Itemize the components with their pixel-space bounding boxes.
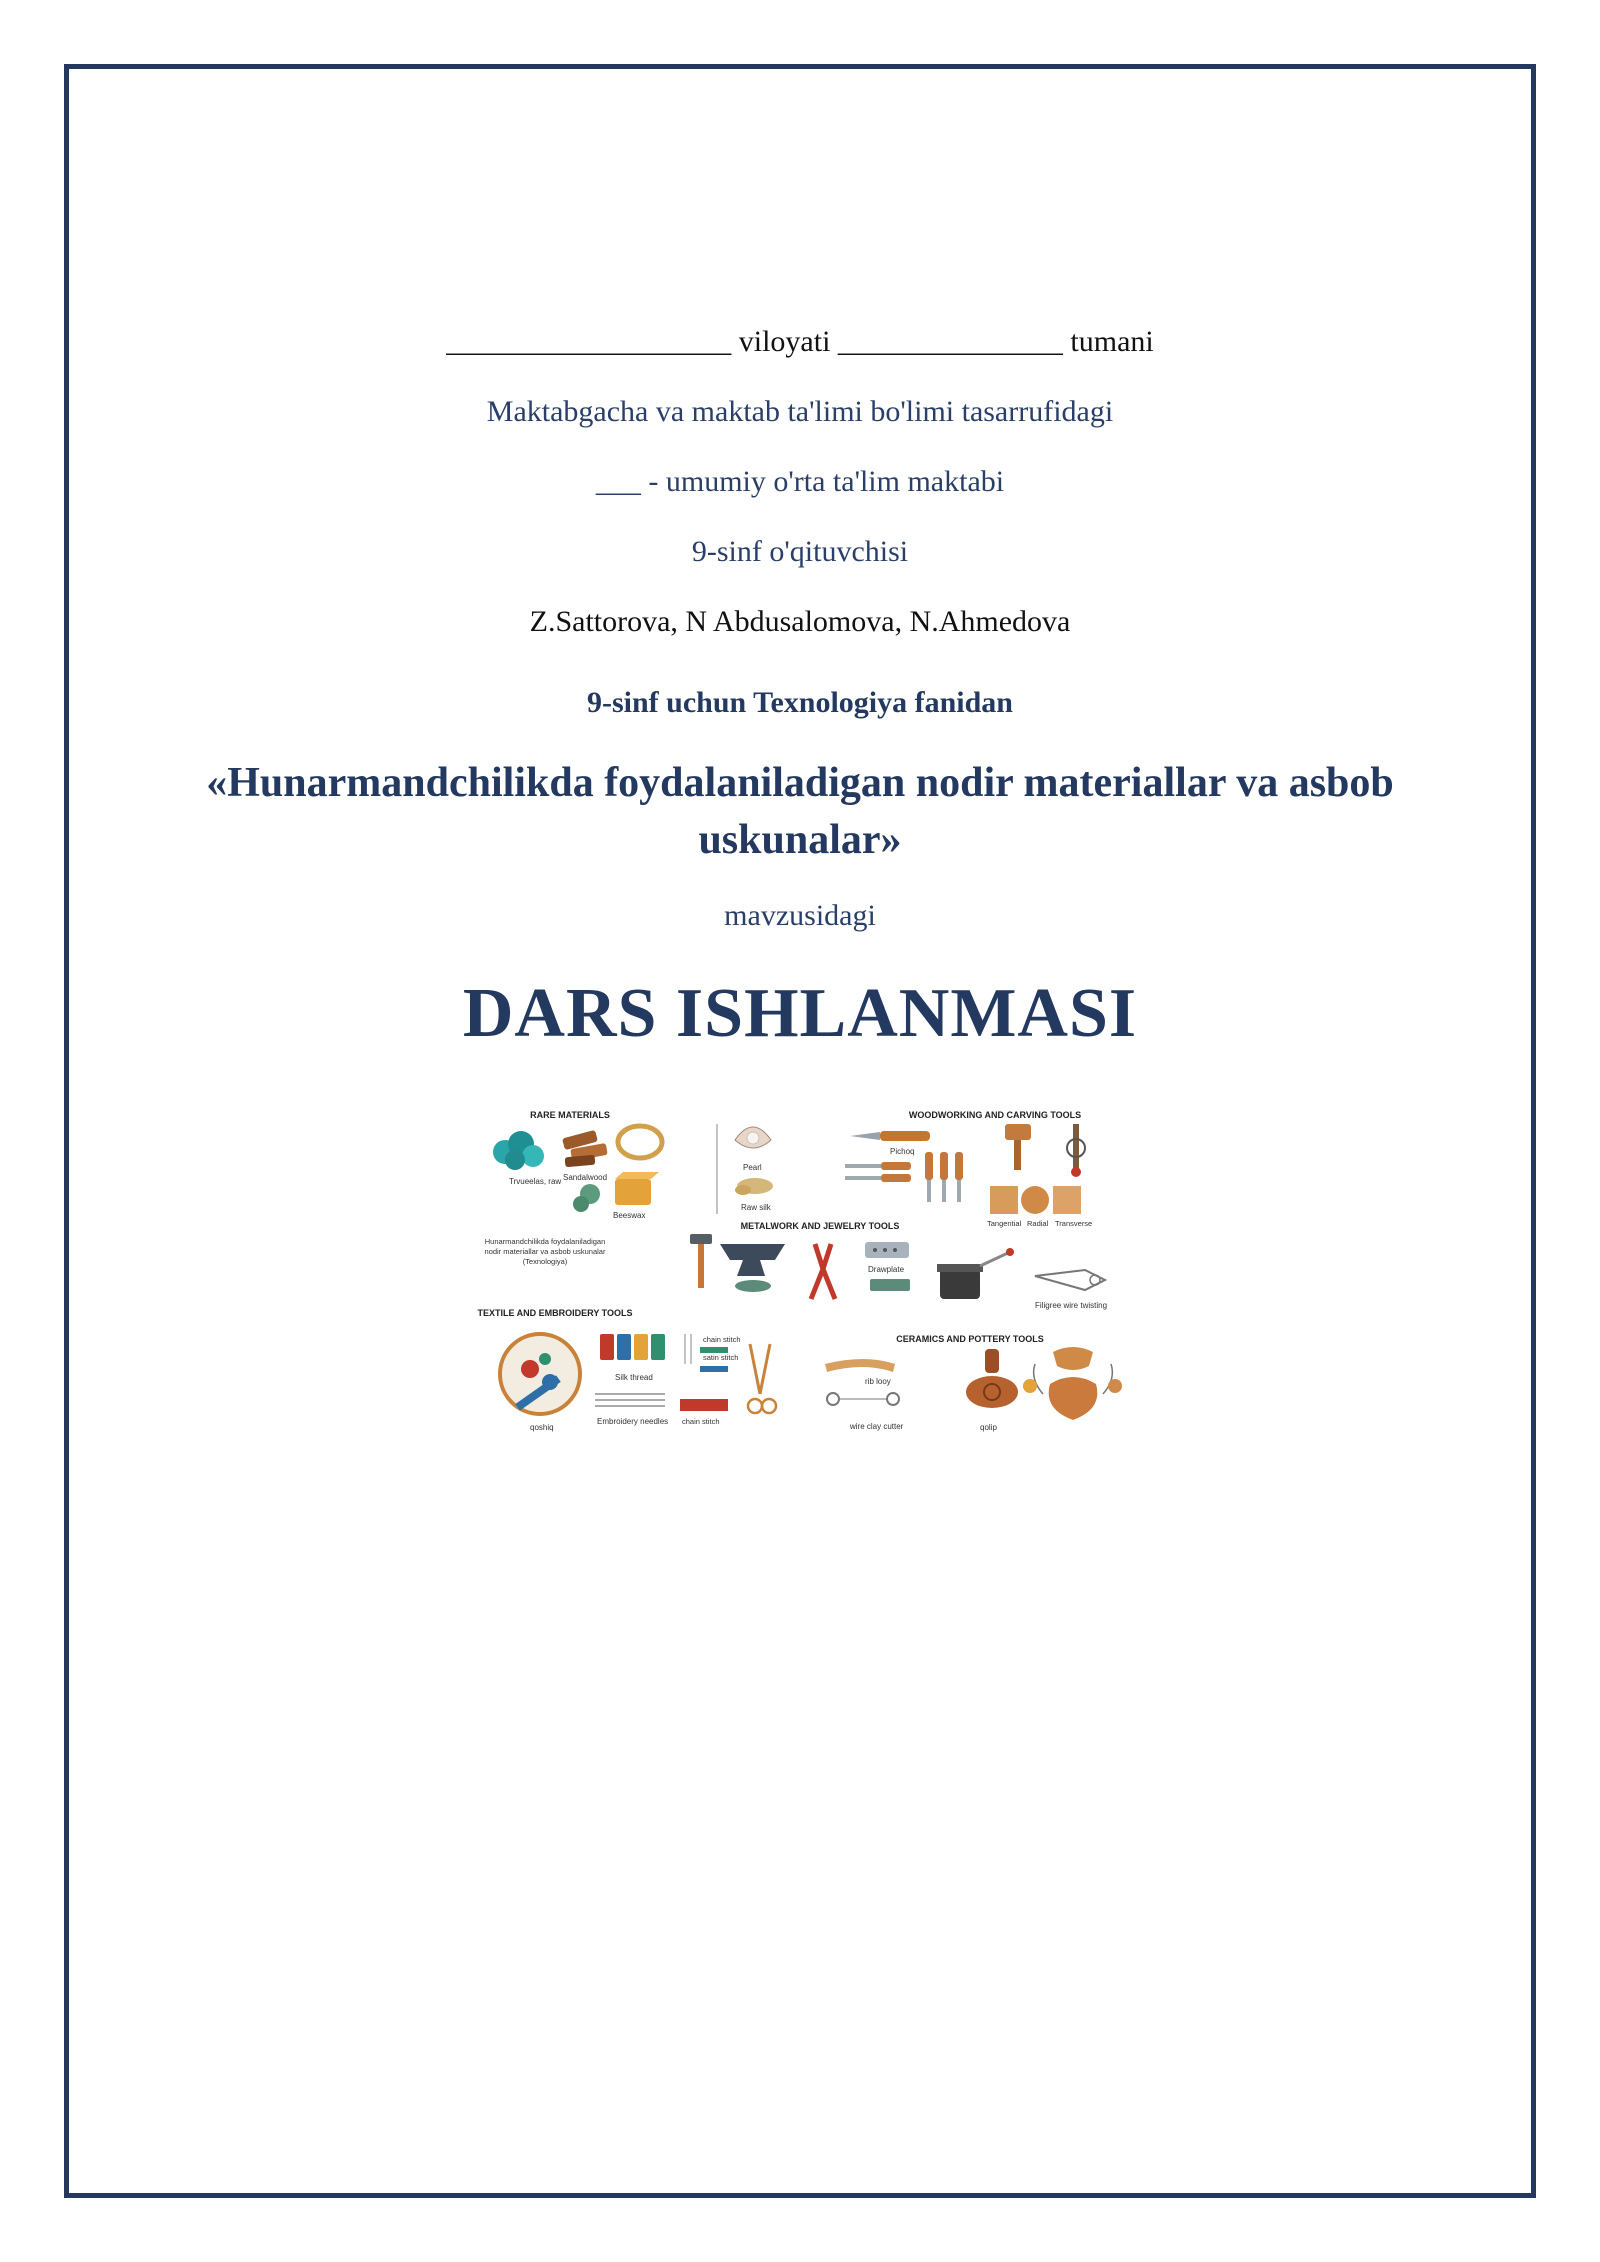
tangential-label: Tangential [987, 1219, 1022, 1228]
rare-materials-heading: RARE MATERIALS [530, 1110, 610, 1120]
beeswax-icon [615, 1172, 659, 1205]
hammer-icon [690, 1234, 712, 1288]
metalwork-heading: METALWORK AND JEWELRY TOOLS [740, 1221, 900, 1231]
pliers-icon [811, 1244, 835, 1299]
school-line: ___ - umumiy o'rta ta'lim maktabi [595, 465, 1005, 498]
woodworking-heading: WOODWORKING AND CARVING TOOLS [908, 1110, 1082, 1120]
embroidery-hoop-icon [500, 1334, 580, 1414]
ceramics-heading: CERAMICS AND POTTERY TOOLS [896, 1334, 1044, 1344]
turquoise-label: Trvueelas, raw [509, 1177, 562, 1186]
anvil-icon [720, 1244, 785, 1292]
radial-label: Radial [1027, 1219, 1049, 1228]
sandalwood-label: Sandalwood [563, 1173, 608, 1182]
subject-line: 9-sinf uchun Texnologiya fanidan [587, 686, 1013, 719]
caption-line-1: Hunarmandchilikda foydalaniladigan [484, 1237, 606, 1246]
silk-thread-label: Silk thread [615, 1373, 653, 1382]
wax-ring-icon [618, 1126, 662, 1158]
turquoise-icon [493, 1131, 544, 1170]
document-title: DARS ISHLANMASI [462, 975, 1138, 1052]
embroidery-needles-label: Embroidery needles [597, 1417, 669, 1426]
mallet-icon [1005, 1124, 1031, 1170]
stamp-icon [966, 1349, 1018, 1408]
region-line: ___________________ viloyati _______________ tumani [446, 325, 1154, 358]
drawplate-label: Drawplate [868, 1265, 905, 1274]
satin-stitch-label: satin stitch [703, 1353, 739, 1362]
topic-title: «Hunarmandchilikda foydalaniladigan nodir materiallar va asbob uskunalar» [206, 760, 1394, 863]
filigree-icon [1035, 1270, 1105, 1290]
embroidery-needles-icon [595, 1394, 665, 1406]
topic-suffix: mavzusidagi [724, 899, 876, 932]
raw-silk-label: Raw silk [741, 1203, 771, 1212]
qoshiq-label: qoshiq [530, 1423, 554, 1432]
textile-heading: TEXTILE AND EMBROIDERY TOOLS [477, 1308, 633, 1318]
caption-line-3: (Texnologiya) [522, 1257, 568, 1266]
pearl-icon [735, 1127, 771, 1148]
rib-tool-icon [825, 1359, 895, 1372]
wire-clay-cutter-label: wire clay cutter [850, 1422, 904, 1431]
qolip-label: qolip [980, 1423, 997, 1432]
wood-cuts-icon [990, 1186, 1081, 1214]
sandalwood-icon [562, 1130, 608, 1167]
knife-icon [850, 1131, 930, 1141]
chisels-icon [845, 1152, 963, 1202]
chain-stitch-label-1: chain stitch [703, 1335, 741, 1344]
caption-line-2: nodir materiallar va asbob uskunalar [484, 1247, 606, 1256]
pottery-icon [1023, 1347, 1122, 1420]
knife-label: Pichoq [890, 1147, 915, 1156]
teacher-line: 9-sinf o'qituvchisi [691, 535, 909, 568]
department-line: Maktabgacha va maktab ta'limi bo'limi tasarrufidagi [486, 395, 1114, 428]
hand-drill-icon [1067, 1124, 1085, 1177]
stitch-samples-icon [680, 1334, 728, 1411]
craft-tools-illustration [475, 1094, 1130, 1444]
furnace-icon [937, 1248, 1014, 1299]
filigree-label: Filigree wire twisting [1035, 1301, 1108, 1310]
scissors-icon [748, 1344, 776, 1413]
silk-thread-icon [600, 1334, 665, 1360]
wire-cutter-icon [827, 1393, 899, 1405]
authors-line: Z.Sattorova, N Abdusalomova, N.Ahmedova [529, 605, 1071, 638]
beeswax-label: Beeswax [613, 1211, 646, 1220]
jade-icon [573, 1184, 600, 1212]
rib-looy-label: rib looy [865, 1377, 891, 1386]
raw-silk-icon [735, 1178, 773, 1195]
transverse-label: Transverse [1055, 1219, 1093, 1228]
pearl-label: Pearl [743, 1163, 762, 1172]
chain-stitch-label-2: chain stitch [682, 1417, 720, 1426]
